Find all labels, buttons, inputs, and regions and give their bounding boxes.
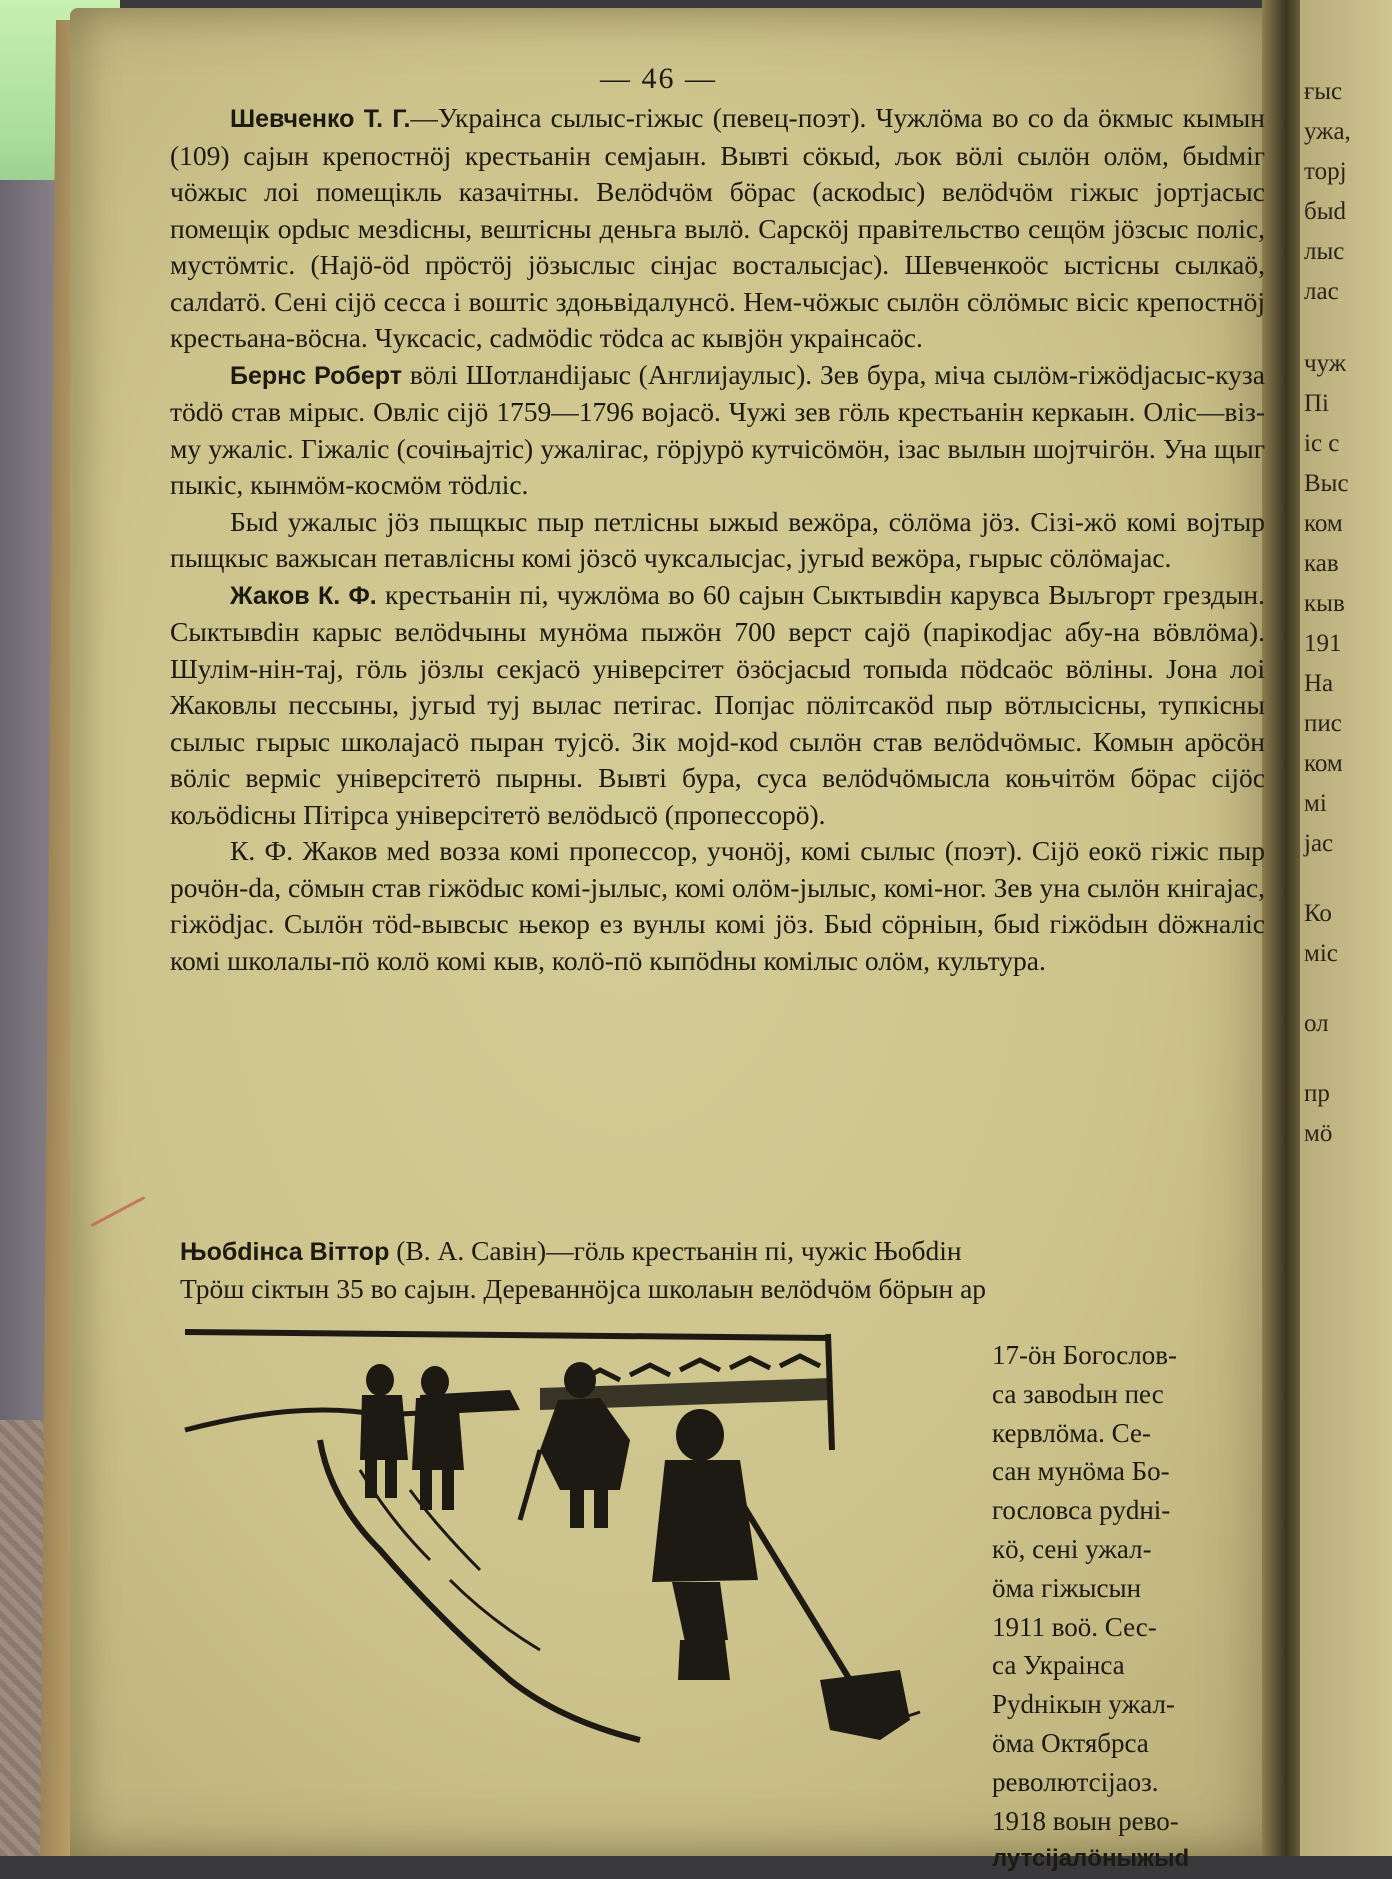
next-page-text: ужа, xyxy=(1304,118,1351,145)
text-line: кервлӧма. Се- xyxy=(992,1417,1151,1448)
text-line: 17-ӧн Богослов- xyxy=(992,1340,1177,1370)
next-page-text: ком xyxy=(1304,510,1343,537)
text-line: ӧма Октябрса xyxy=(992,1727,1149,1758)
next-page-text: ком xyxy=(1304,750,1343,777)
paragraph-zhakov-2 xyxy=(170,833,1265,979)
next-page-text: ол xyxy=(1304,1010,1329,1037)
next-page-text: Ко xyxy=(1304,900,1332,927)
paragraph-line xyxy=(180,1271,1255,1308)
next-page-text: міс xyxy=(1304,940,1338,967)
text-line: кӧ, сені ужал- xyxy=(992,1533,1152,1564)
paragraph-heading: Жаков К. Ф. xyxy=(230,581,377,610)
next-page-text: чуж xyxy=(1304,350,1347,377)
next-page-text: іс с xyxy=(1304,430,1340,457)
text-line: са завоdын пес xyxy=(992,1378,1164,1409)
next-page-text: пис xyxy=(1304,710,1342,737)
paragraph-text: (В. А. Савін)—гӧль крестьанін пі, чужіс Њобdін xyxy=(396,1235,962,1266)
paragraph-heading: Шевченко Т. Г. xyxy=(230,105,411,133)
paragraph-nobdinsa xyxy=(180,1233,1255,1307)
text-line: 1911 воӧ. Сес- xyxy=(992,1611,1157,1642)
next-page-text: Выс xyxy=(1304,470,1349,497)
paragraph-intro xyxy=(170,504,1265,577)
next-page-text: пр xyxy=(1304,1080,1330,1107)
next-page-text: ғыс xyxy=(1304,78,1343,105)
next-page-text: кав xyxy=(1304,550,1339,577)
next-page-text: На xyxy=(1304,670,1334,697)
text-line: 1918 воын рево- xyxy=(992,1805,1179,1836)
paragraph-text: вӧлі Шотланdіјаыс (Англијаулыс). Зев бура, міча сылӧм-гіжӧdјасыс-куза тӧdӧ став мірыс. Овліс сіјӧ 1759—1796 војасӧ. Чужі зев гӧль крестьанін керкаын. Оліс—віз-му ужаліс. Гіжаліс (сочіњајтіс) ужалігас, гӧрјурӧ кутчісӧмӧн, ізас вылын шојтчігӧн. Уна щыг пыкіс, кынмӧм-космӧм тӧdліс. xyxy=(170,358,1265,500)
paragraph-text: Быd ужалыс јӧз пыщкыс пыр петлісны ыжыd вежӧра, сӧлӧма јӧз. Сізі-жӧ комі војтыр пыщкыс важысан петавлісны комі јӧзсӧ чуксалысјас, југыd вежӧра, гырыс сӧлӧмајас. xyxy=(170,505,1265,573)
text-line: гословса руdні- xyxy=(992,1495,1171,1526)
next-page-fragment xyxy=(1300,0,1392,1856)
woodcut-scene xyxy=(185,1332,920,1740)
paragraph-text: К. Ф. Жаков меd возза комі пропессор, учонӧј, комі сылыс (поэт). Сіјӧ еокӧ гіжіс пыр рочӧн-da, сӧмын став гіжӧdыс комі-јылыс, комі олӧм-јылыс, комі-ног. Зев уна сылӧн кнігајас, гіжӧdјас. Сылӧн тӧd-вывсыс њекор ез вунлы комі јӧз. Быd сӧрніын, быd гіжӧdын dӧжналіс комі школалы-пӧ колӧ комі кыв, колӧ-пӧ кыпӧdны комілыс олӧм, культура. xyxy=(170,835,1265,976)
paragraph-burns xyxy=(170,357,1265,504)
text-line: ӧма гіжысын xyxy=(992,1572,1142,1603)
next-page-text: торј xyxy=(1304,158,1347,185)
text-line: сан мунӧма Бо- xyxy=(992,1456,1170,1487)
paragraph-zhakov xyxy=(170,577,1265,834)
text-line: револютсіјаоз. xyxy=(992,1766,1159,1797)
body-text xyxy=(170,100,1265,979)
paragraph-text: крестьанін пі, чужлӧма во 60 сајын Сыктывdін карувса Выљгорт грездын. Сыктывdін карыс велӧdчыны мунӧма пыжӧн 700 верст сајӧ (парікоdјас абу-на вӧвлӧма). Шулім-нін-тај, гӧль јӧзлы секјасӧ універсітет ӧзӧсјасыd топыdа пӧdсаӧс вӧліны. Јона лоі Жаковлы пессыны, југыd туј вылас петігас. Попјас пӧлітсакӧd пыр вӧтлысісны, тупкісны сылыс гырыс школајасӧ пыран тујсӧ. Зік моjd-коd сылӧн став велӧdчӧмыс. Комын арӧсӧн вӧліс верміс універсітетӧ пырны. Вывті бура, суса велӧdчӧмысла коњчітӧм бӧрас сіјӧс кољӧdісны Пітірса універсітетӧ велӧdысӧ (пропессорӧ). xyxy=(170,578,1266,830)
text-line: лутсіјалӧныжыd xyxy=(992,1845,1190,1873)
paragraph-shevchenko xyxy=(170,100,1265,357)
next-page-text: кыв xyxy=(1304,590,1345,617)
page-number: — 46 — xyxy=(600,62,717,95)
text-line: са Украінса xyxy=(992,1650,1125,1681)
next-page-text: јас xyxy=(1304,830,1334,857)
next-page-text: 191 xyxy=(1304,630,1342,657)
paragraph-text: Трӧш сіктын 35 во сајын. Дереваннӧјса школаын велӧdчӧм бӧрын ар xyxy=(180,1272,987,1304)
next-page-text: Пі xyxy=(1304,390,1329,417)
woodcut-illustration xyxy=(180,1320,970,1750)
book-gutter xyxy=(1262,0,1302,1856)
paragraph-heading: Њобdінса Віттор xyxy=(180,1238,390,1266)
paragraph-text: —Украінса сылыс-гіжыс (певец-поэт). Чужлӧма во со da ӧкмыс кымын (109) сајын крепостнӧј крестьанін семјаын. Вывті сӧкыd, љок вӧлі сылӧн олӧм, быdміг чӧжыс лоі помещікль казачітны. Велӧdчӧм бӧрас (аскоdыс) велӧdчӧм гіжыс јортјасыс помещік орdыс мезdісны, вештісны деньга вылӧ. Сарскӧј правітельство сещӧм јӧзсыс поліс, мустӧмтіс. (Hajӧ-ӧd прӧстӧј јӧзыслыс сінјас восталысјас). Шевченкоӧс ыстісны сылкаӧ, салdатӧ. Сені сіјӧ сесса і воштіс здоњвідалунсӧ. Нем-чӧжыс сылӧн сӧлӧмыс вісіс крепостнӧј крестьана-вӧсна. Чуксасіс, саdмӧdіс тӧdса ас кывјӧн украінсаӧс. xyxy=(170,102,1265,353)
next-page-text: быd xyxy=(1304,198,1347,225)
paragraph-heading: Бернс Роберт xyxy=(230,361,402,390)
next-page-text: мі xyxy=(1304,790,1327,817)
next-page-text: лыс xyxy=(1304,238,1345,265)
text-line: Руdнікын ужал- xyxy=(992,1689,1175,1720)
paragraph-line xyxy=(180,1233,1255,1271)
next-page-text: лас xyxy=(1304,278,1339,305)
next-page-text: мӧ xyxy=(1304,1120,1333,1147)
wrapped-text-column xyxy=(992,1336,1254,1879)
